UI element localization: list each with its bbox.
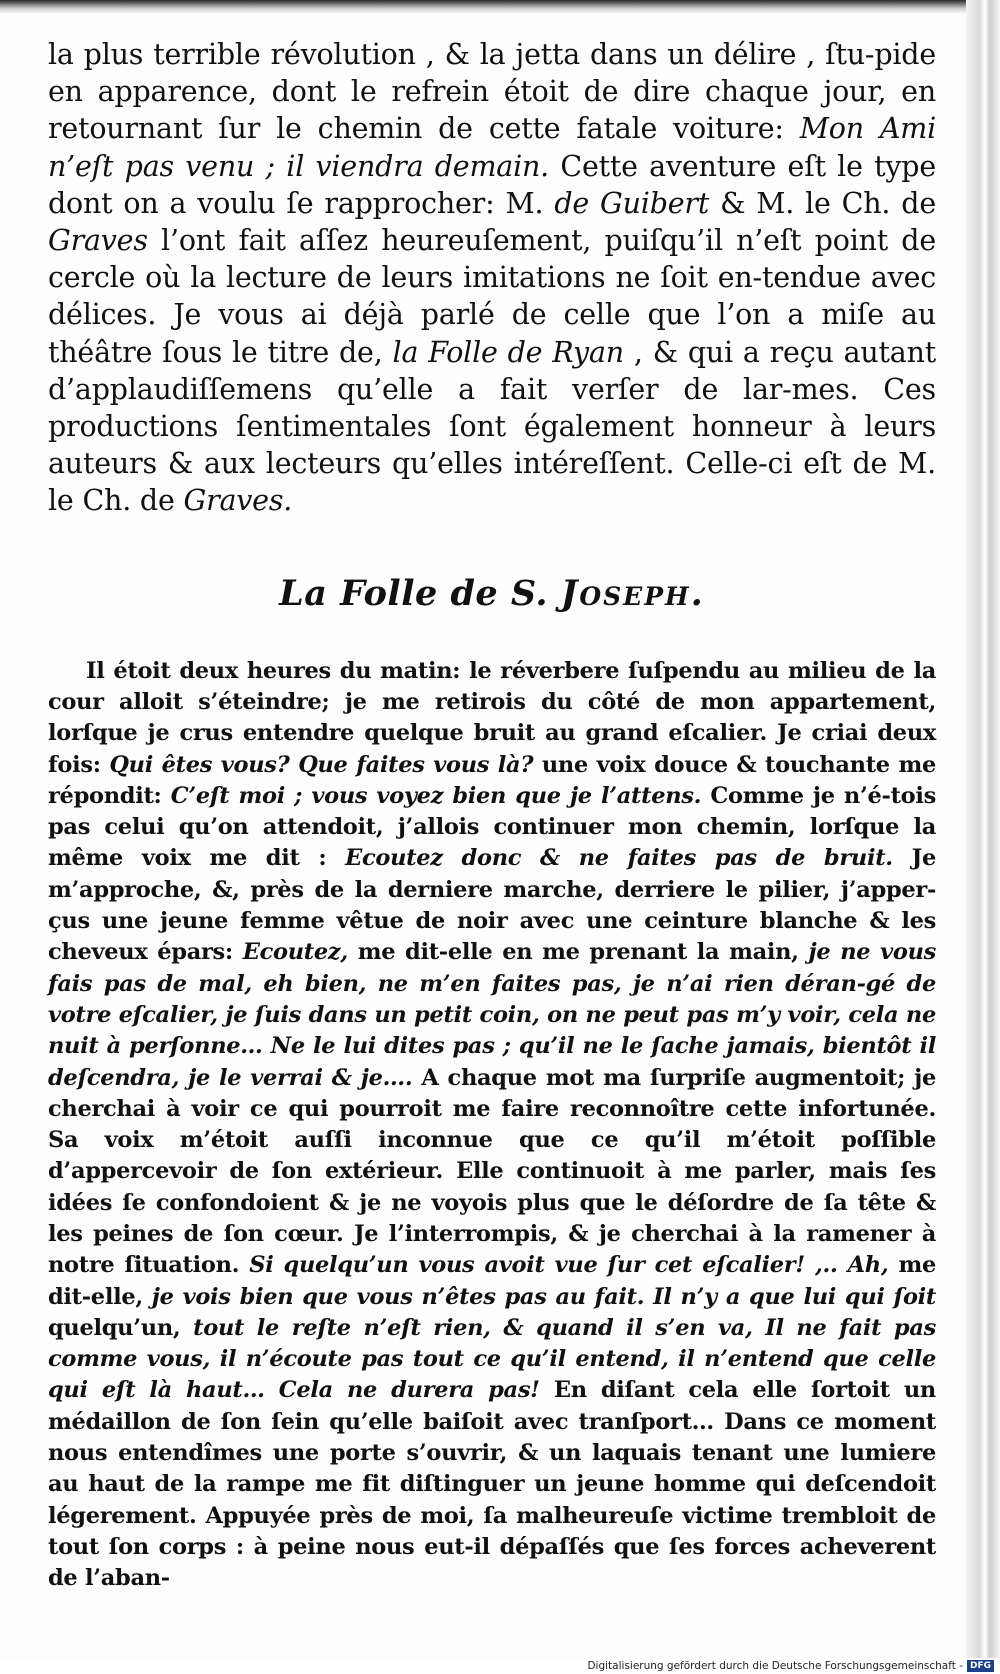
heading-small-caps: Joseph.	[560, 572, 705, 614]
page-top-edge	[0, 0, 1000, 14]
paragraph2-run: Je m’approche, &, près de la derniere marche, derriere le pilier, j’apper-çus une jeune femme vêtue de noir avec une ceinture blanche & les cheveux épars:	[48, 845, 936, 966]
paragraph2-run: En diſant cela elle ſortoit un médaillon de ſon ſein qu’elle baiſoit avec tranſport… Dans ce moment nous entendîmes une porte s’ouvrir, & un laquais tenant une lumiere au haut de la rampe me fit diſtinguer un jeune homme qui deſcendoit légerement. Appuyée près de moi, ſa malheureuſe victime trembloit de tout ſon corps : à peine nous eut-il dépaſſés que ſes forces acheverent de l’aban-	[48, 1377, 936, 1592]
paragraph2-run: tout le reſte n’eſt rien, & quand il s’en va, Il ne fait pas comme vous, il n’écoute pas tout ce qu’il entend, il n’entend que celle qui eſt là haut… Cela ne durera pas!	[48, 1314, 936, 1404]
paragraph2-run: me dit-elle,	[48, 1252, 936, 1310]
digitization-footer	[0, 1658, 1000, 1674]
paragraph1-run: Graves.	[183, 484, 293, 518]
paragraph2-run: C’eſt moi ; vous voyez bien que je l’attens.	[170, 782, 702, 809]
paragraph2-run: je ne vous fais pas de mal, eh bien, ne m’en faites pas, je n’ai rien déran-gé de votre eſcalier, je ſuis dans un petit coin, on ne peut pas m’y voir, cela ne nuit à perſonne… Ne le lui dites pas ; qu’il ne le ſache jamais, bientôt il deſcendra, je le verrai & je….	[48, 939, 937, 1091]
paragraph2-run: A chaque mot ma ſurpriſe augmentoit; je cherchai à voir ce qui pourroit me faire reconnoître cette infortunée. Sa voix m’étoit auſſi inconnue que ce qu’il m’étoit poſſible d’appercevoir de ſon extérieur. Elle continuoit à me parler, mais ſes idées ſe confondoient & je ne voyois plus que le déſordre de ſa tête & les peines de ſon cœur. Je l’interrompis, & je cherchai à la ramener à notre ſituation.	[48, 1064, 936, 1279]
paragraph1-run: Cette aventure eſt le type dont on a voulu ſe rapprocher: M.	[48, 149, 936, 220]
story-paragraph	[48, 656, 936, 1595]
paragraph2-run: Il étoit deux heures du matin: le réverbere ſuſpendu au milieu de la cour alloit s’éteindre; je me retirois du côté de mon appartement, lorſque je crus entendre quelque bruit au grand eſcalier. Je criai deux fois:	[48, 657, 936, 778]
paragraph1-run: la plus terrible révolution , & la jetta dans un délire , ſtu-pide en apparence, dont le refrein étoit de dire chaque jour, en retournant ſur le chemin de cette fatale voiture:	[48, 38, 936, 146]
paragraph2-run: Qui êtes vous? Que faites vous là?	[109, 751, 534, 778]
page-gutter-edge	[966, 0, 1000, 1658]
paragraph1-run: , & qui a reçu autant d’applaudiſſemens qu’elle a fait verſer de lar-mes. Ces productions ſentimentales ſont également honneur à leurs auteurs & aux lecteurs qu’elles intéreſſent. Celle-ci eſt de M. le Ch. de	[48, 335, 937, 518]
heading-prefix: La Folle de S.	[279, 572, 561, 614]
paragraph2-run: quelqu’un,	[48, 1314, 194, 1341]
paragraph2-run: Comme je n’é-tois pas celui qu’on attendoit, j’allois continuer mon chemin, lorſque la même voix me dit :	[48, 782, 936, 872]
paragraph1-run: l’ont fait aſſez heureuſement, puiſqu’il n’eſt point de cercle où la lecture de leurs imitations ne ſoit en-tendue avec délices. Je vous ai déjà parlé de celle que l’on a miſe au théâtre ſous le titre de,	[48, 224, 936, 369]
paragraph2-run: me dit-elle en me prenant la main,	[347, 939, 809, 966]
paragraph1-run: la Folle de Ryan	[392, 335, 624, 369]
paragraph1-run: Mon Ami n’eſt pas venu ; il viendra demain.	[48, 112, 936, 183]
paragraph1-run: Graves	[48, 224, 148, 258]
paragraph1-run: de Guibert	[554, 186, 710, 220]
paragraph2-run: je vois bien que vous n’êtes pas au fait. Il n’y a que lui qui ſoit	[151, 1283, 936, 1310]
paragraph2-run: une voix douce & touchante me répondit:	[48, 751, 936, 809]
footer-credit: Digitalisierung gefördert durch die Deutsche Forschungsgemeinschaft -	[587, 1660, 963, 1672]
intro-paragraph	[48, 36, 936, 520]
story-heading	[48, 568, 936, 620]
paragraph2-run: Ecoutez donc & ne faites pas de bruit.	[345, 845, 893, 872]
dfg-logo: DFG	[967, 1660, 994, 1672]
paragraph2-run: Ecoutez,	[242, 939, 348, 966]
paragraph1-run: & M. le Ch. de	[709, 186, 936, 220]
page-body	[48, 36, 936, 1595]
paragraph2-run: Si quelqu’un vous avoit vue ſur cet eſcalier! ,.. Ah,	[249, 1252, 889, 1279]
